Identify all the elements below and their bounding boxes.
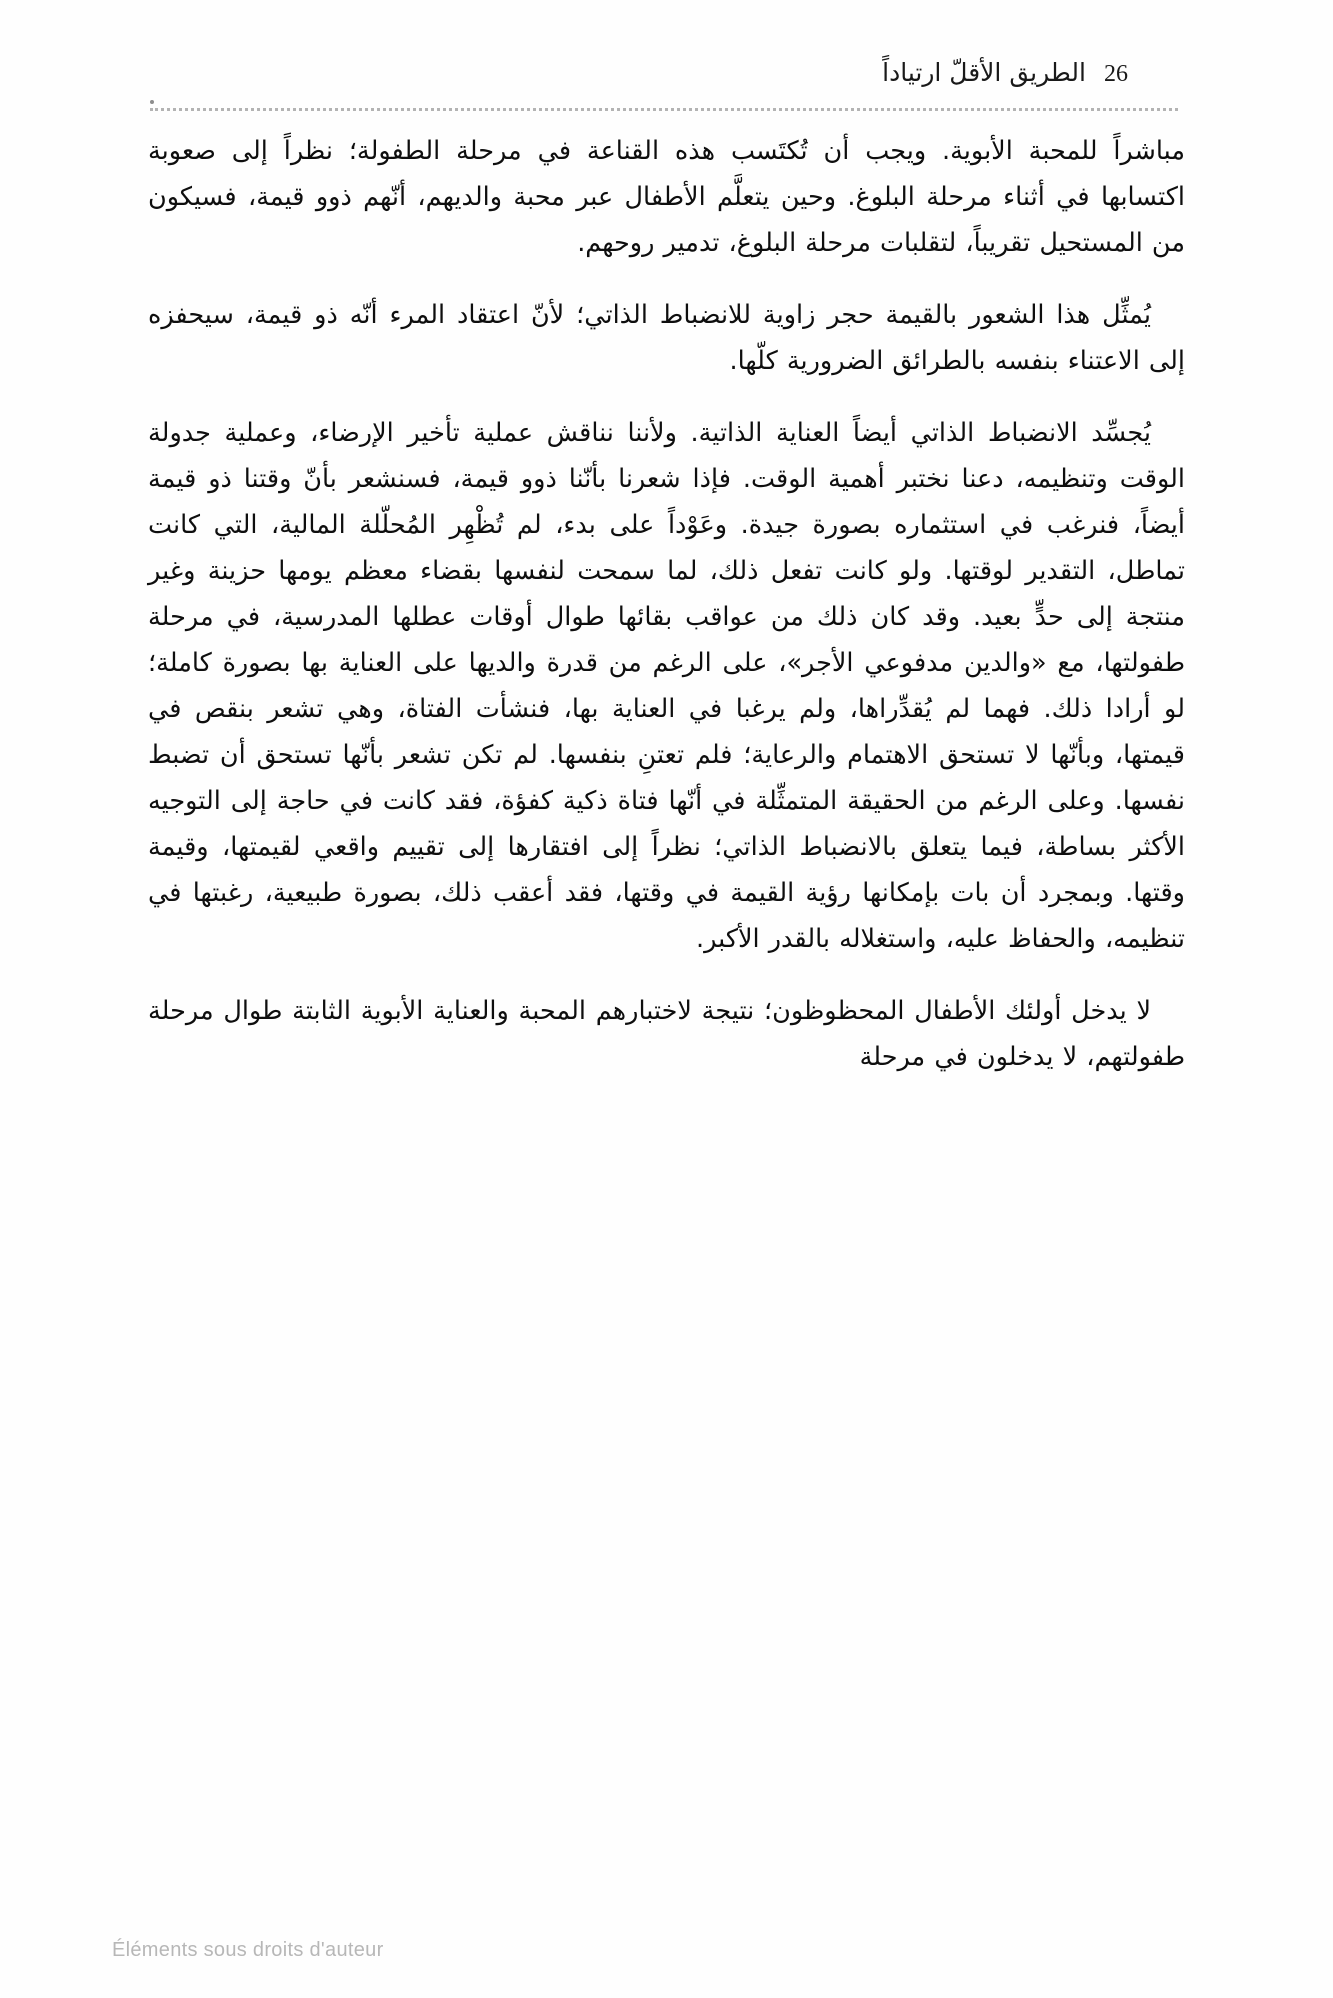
copyright-watermark: Éléments sous droits d'auteur	[112, 1939, 384, 1961]
paragraph: يُمثِّل هذا الشعور بالقيمة حجر زاوية للانضباط الذاتي؛ لأنّ اعتقاد المرء أنّه ذو قيمة، سيحفزه إلى الاعتناء بنفسه بالطرائق الضرورية كلّها.	[148, 300, 1185, 376]
header-dotted-rule	[150, 104, 1178, 111]
running-title: الطريق الأقلّ ارتياداً	[882, 58, 1086, 87]
running-header	[205, 58, 1128, 100]
page-number: 26	[1104, 61, 1128, 87]
paragraph: يُجسِّد الانضباط الذاتي أيضاً العناية الذاتية. ولأننا نناقش عملية تأخير الإرضاء، وعملية جدولة الوقت وتنظيمه، دعنا نختبر أهمية الوقت. فإذا شعرنا بأنّنا ذوو قيمة، فسنشعر بأنّ وقتنا ذو قيمة أيضاً، فنرغب في استثماره بصورة جيدة. وعَوْداً على بدء، لم تُظْهِر المُحلّلة المالية، التي كانت تماطل، التقدير لوقتها. ولو كانت تفعل ذلك، لما سمحت لنفسها بقضاء معظم يومها حزينة وغير منتجة إلى حدٍّ بعيد. وقد كان ذلك من عواقب بقائها طوال أوقات عطلها المدرسية، في مرحلة طفولتها، مع «والدين مدفوعي الأجر»، على الرغم من قدرة والديها على العناية بها بصورة كاملة؛ لو أرادا ذلك. فهما لم يُقدِّراها، ولم يرغبا في العناية بها، فنشأت الفتاة، وهي تشعر بنقص في قيمتها، وبأنّها لا تستحق الاهتمام والرعاية؛ فلم تعتنِ بنفسها. لم تكن تشعر بأنّها تستحق أن تضبط نفسها. وعلى الرغم من الحقيقة المتمثِّلة في أنّها فتاة ذكية كفؤة، فقد كانت في حاجة إلى التوجيه الأكثر بساطة، فيما يتعلق بالانضباط الذاتي؛ نظراً إلى افتقارها إلى تقييم واقعي لقيمتها، وقيمة وقتها. وبمجرد أن بات بإمكانها رؤية القيمة في وقتها، فقد أعقب ذلك، بصورة طبيعية، رغبتها في تنظيمه، والحفاظ عليه، واستغلاله بالقدر الأكبر.	[148, 418, 1185, 954]
paragraph: مباشراً للمحبة الأبوية. ويجب أن تُكتَسب هذه القناعة في مرحلة الطفولة؛ نظراً إلى صعوبة اكتسابها في أثناء مرحلة البلوغ. وحين يتعلَّم الأطفال عبر محبة والديهم، أنّهم ذوو قيمة، فسيكون من المستحيل تقريباً، لتقلبات مرحلة البلوغ، تدمير روحهم.	[148, 136, 1185, 258]
text-column	[148, 128, 1185, 1080]
paragraph: لا يدخل أولئك الأطفال المحظوظون؛ نتيجة لاختبارهم المحبة والعناية الأبوية الثابتة طوال مرحلة طفولتهم، لا يدخلون في مرحلة	[148, 996, 1185, 1072]
